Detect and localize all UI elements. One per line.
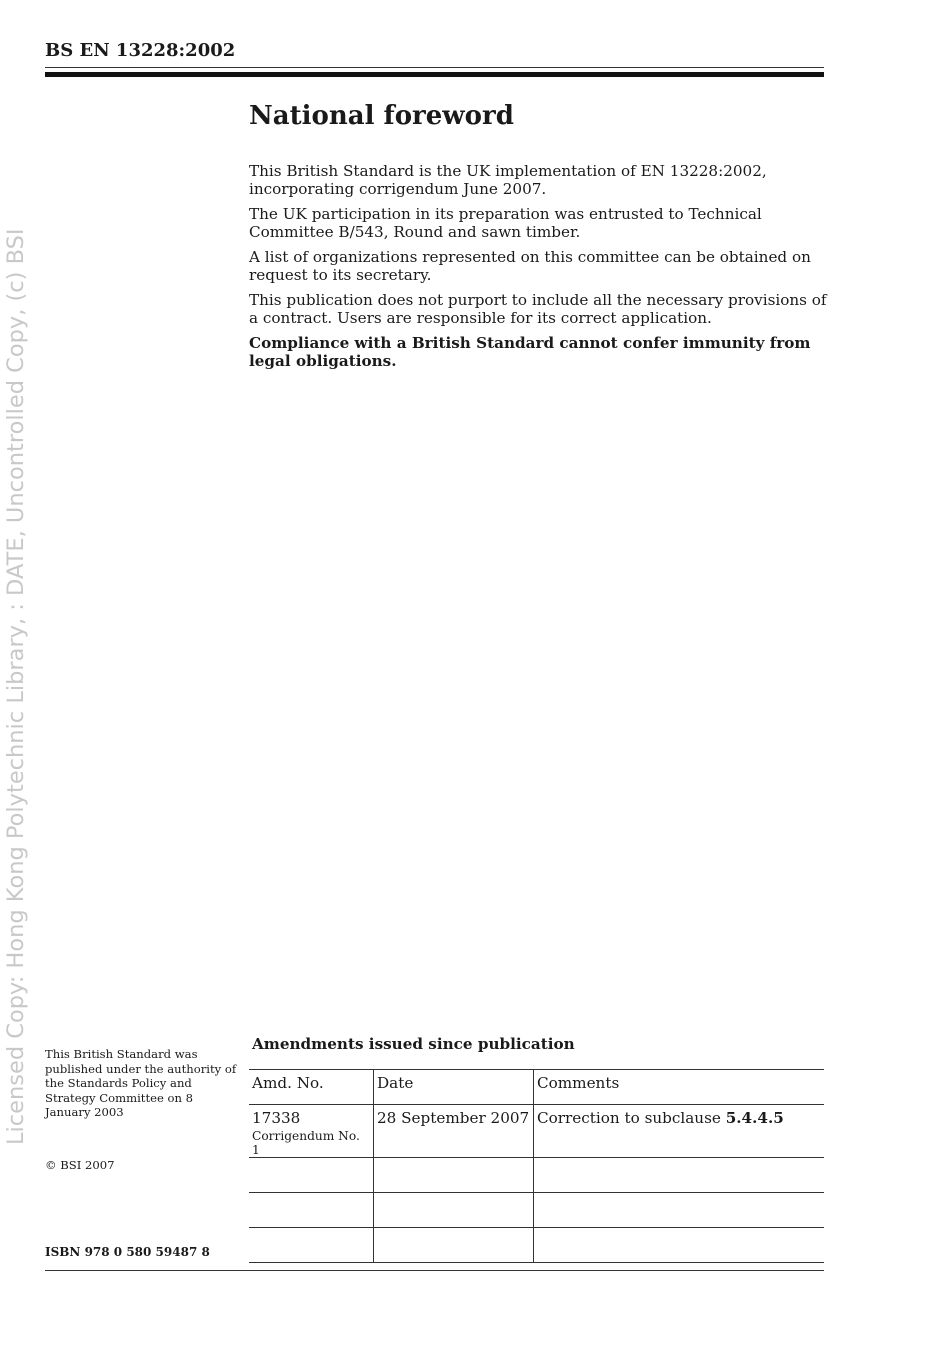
empty-cell <box>249 1228 374 1263</box>
amendment-number: 17338 <box>252 1109 301 1127</box>
empty-cell <box>534 1193 825 1228</box>
amendments-title: Amendments issued since publication <box>252 1035 575 1053</box>
table-row-empty <box>249 1158 824 1193</box>
document-id: BS EN 13228:2002 <box>45 40 236 61</box>
empty-cell <box>249 1158 374 1193</box>
compliance-statement: Compliance with a British Standard cannot confer immunity from legal obligations. <box>249 334 811 370</box>
table-row <box>249 1105 824 1158</box>
column-header: Comments <box>534 1070 825 1105</box>
amendment-number-cell <box>249 1105 374 1158</box>
footer-rule <box>45 1270 824 1271</box>
column-header: Amd. No. <box>249 1070 374 1105</box>
license-watermark: Licensed Copy: Hong Kong Polytechnic Library, : DATE, Uncontrolled Copy, (c) BSI <box>3 228 29 1145</box>
foreword-paragraph: This British Standard is the UK implementation of EN 13228:2002, incorporating corrigendum June 2007. <box>249 162 767 198</box>
foreword-paragraph: The UK participation in its preparation was entrusted to Technical Committee B/543, Round and sawn timber. <box>249 205 762 241</box>
header-rule-thin <box>45 67 824 68</box>
page-title: National foreword <box>249 101 514 131</box>
empty-cell <box>534 1158 825 1193</box>
amendments-table <box>249 1069 824 1263</box>
table-header-row <box>249 1070 824 1105</box>
amendment-subclause-ref: 5.4.4.5 <box>725 1109 784 1127</box>
empty-cell <box>249 1193 374 1228</box>
foreword-paragraph: A list of organizations represented on this committee can be obtained on request to its secretary. <box>249 248 811 284</box>
amendment-subtitle: Corrigendum No. 1 <box>252 1129 360 1157</box>
header-rule-thick <box>45 72 824 77</box>
empty-cell <box>374 1228 534 1263</box>
empty-cell <box>374 1193 534 1228</box>
amendment-comment-cell <box>534 1105 825 1158</box>
table-row-empty <box>249 1193 824 1228</box>
empty-cell <box>374 1158 534 1193</box>
column-header: Date <box>374 1070 534 1105</box>
foreword-body <box>249 163 829 378</box>
copyright-notice: © BSI 2007 <box>45 1158 115 1172</box>
foreword-paragraph: This publication does not purport to include all the necessary provisions of a contract. Users are responsible for its correct application. <box>249 291 827 327</box>
publication-note: This British Standard was published under the authority of the Standards Policy and Strategy Committee on 8 January 2003 <box>45 1047 237 1119</box>
table-row-empty <box>249 1228 824 1263</box>
amendment-comment: Correction to subclause <box>537 1109 726 1127</box>
amendment-date: 28 September 2007 <box>374 1105 534 1158</box>
empty-cell <box>534 1228 825 1263</box>
isbn: ISBN 978 0 580 59487 8 <box>45 1245 210 1259</box>
